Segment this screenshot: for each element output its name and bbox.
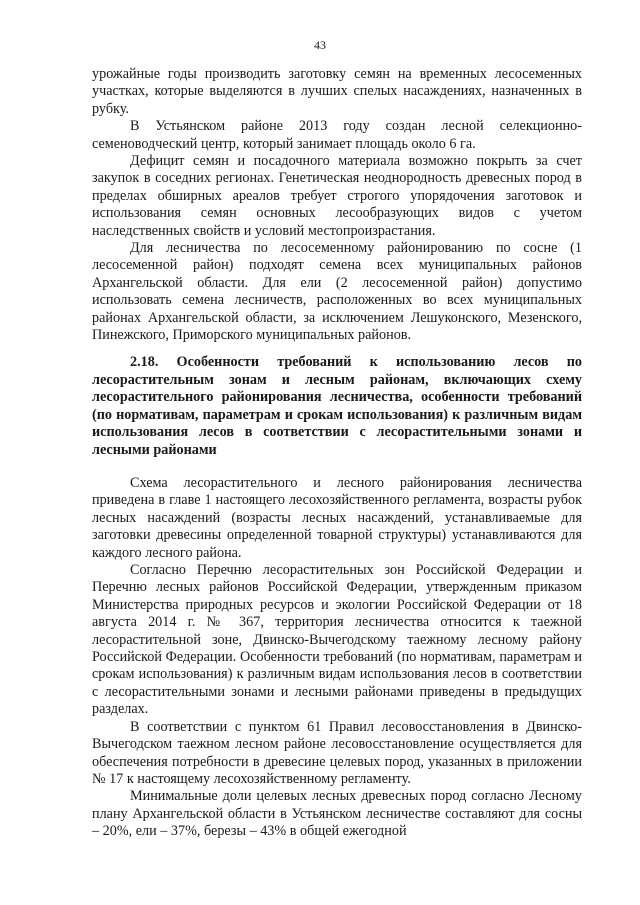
page-number: 43 <box>314 38 326 52</box>
paragraph: Для лесничества по лесосеменному районированию по сосне (1 лесосеменной район) подходят семена всех муниципальных районов Архангельской области. Для ели (2 лесосеменной район) допустимо использовать семена лесничеств, расположенных во всех муниципальных районах Архангельской области, за исключением Лешуконского, Мезенского, Пинежского, Приморского муниципальных районов. <box>92 240 582 344</box>
section-heading <box>92 354 582 460</box>
paragraph: В соответствии с пунктом 61 Правил лесовосстановления в Двинско-Вычегодском таежном лесном районе лесовосстановление осуществляется для обеспечения потребности в древесине целевых пород, указанных в приложении № 17 к настоящему лесохозяйственному регламенту. <box>92 718 582 787</box>
paragraph: урожайные годы производить заготовку семян на временных лесосеменных участках, которые выделяются в лучших спелых насаждениях, назначенных в рубку. <box>92 66 582 117</box>
paragraph: Дефицит семян и посадочного материала возможно покрыть за счет закупок в соседних регионах. Генетическая неоднородность древесных пород в пределах обширных ареалов требует строгого упорядочения заготовок и использования семян основных лесообразующих видов с учетом наследственных свойств и условий местопроизрастания. <box>92 153 582 239</box>
paragraph: Минимальные доли целевых лесных древесных пород согласно Лесному плану Архангельской области в Устьянском лесничестве составляют для сосны – 20%, ели – 37%, березы – 43% в общей ежегодной <box>92 788 582 840</box>
section-title: Особенности требований к использованию лесов по лесорастительным зонам и лесным районам, включающих схему лесорастительного районирования лесничества, особенности требований (по нормативам, параметрам и срокам использования) к различным видам использования лесов в соответствии с лесорастительными зонами и лесными районами <box>92 354 583 458</box>
section-number: 2.18. <box>130 354 159 370</box>
bottom-text-block <box>92 475 582 841</box>
paragraph: Схема лесорастительного и лесного районирования лесничества приведена в главе 1 настоящего лесохозяйственного регламента, возрасты рубок лесных насаждений (возрасты лесных насаждений, устанавливаемые для заготовки древесины определенной товарной структуры) устанавливаются для каждого лесного района. <box>92 475 582 561</box>
paragraph: В Устьянском районе 2013 году создан лесной селекционно-семеноводческий центр, который занимает площадь около 6 га. <box>92 118 582 152</box>
top-text-block <box>92 66 582 345</box>
paragraph: Согласно Перечню лесорастительных зон Российской Федерации и Перечню лесных районов Российской Федерации, утвержденным приказом Министерства природных ресурсов и экологии Российской Федерации от 18 августа 2014 г. № 367, территория лесничества относится к таежной лесорастительной зоне, Двинско-Вычегодскому таежному лесному району Российской Федерации. Особенности требований (по нормативам, параметрам и срокам использования) к различным видам использования лесов в соответствии с лесорастительными зонами и лесными районами приведены в предыдущих разделах. <box>92 562 582 718</box>
